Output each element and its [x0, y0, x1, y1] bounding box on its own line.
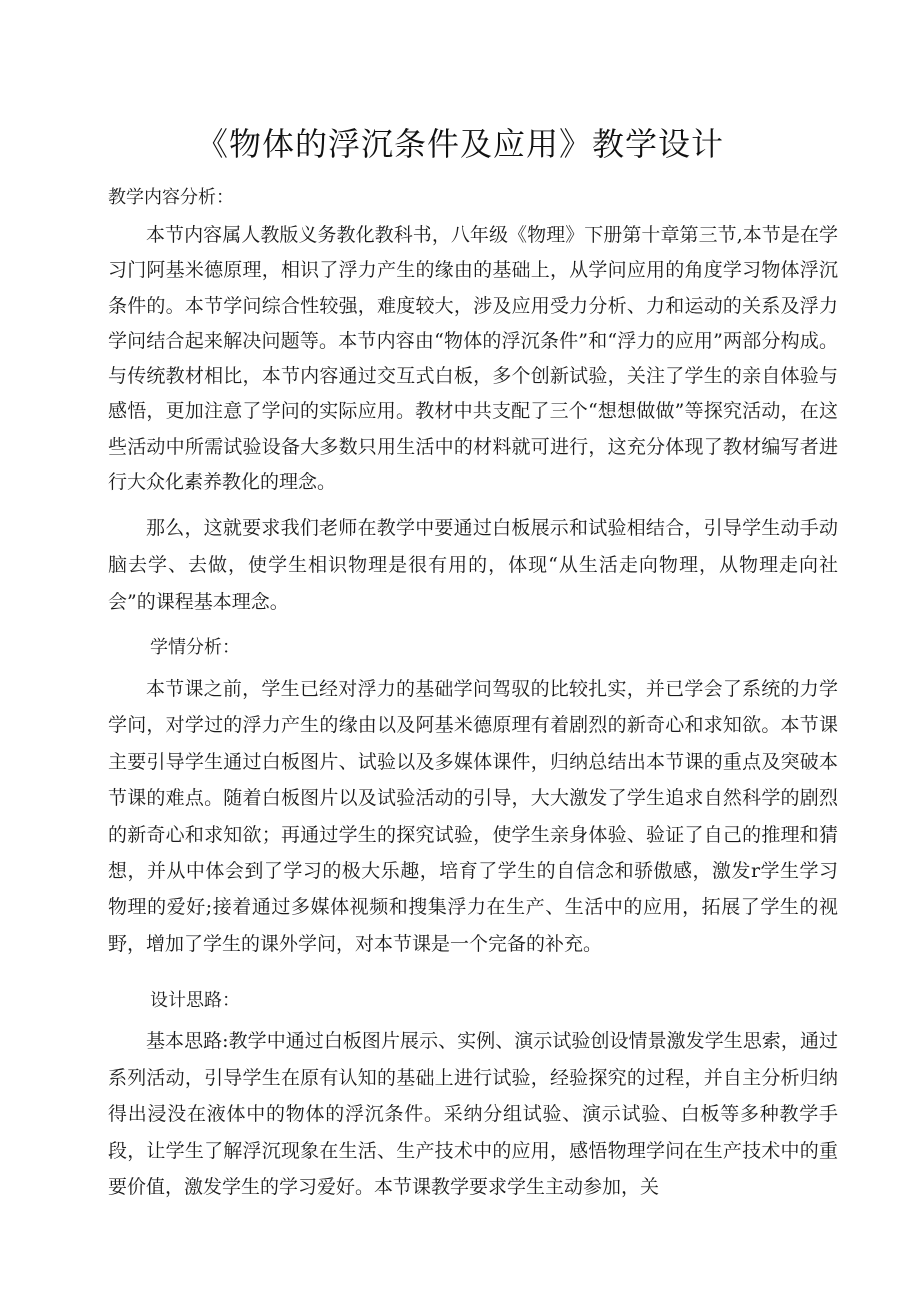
paragraph-content-analysis-2: 那么，这就要求我们老师在教学中要通过白板展示和试验相结合，引导学生动手动脑去学、去做，使学生相识物理是很有用的，体现“从生活走向物理，从物理走向社会”的课程基本理念。	[108, 517, 838, 613]
paragraph-student-analysis: 本节课之前，学生已经对浮力的基础学问驾驭的比较扎实，并已学会了系统的力学学问，对学过的浮力产生的缘由以及阿基米德原理有着剧烈的新奇心和求知欲。本节课主要引导学生通过白板图片、试验以及多媒体课件，归纳总结出本节课的重点及突破本节课的难点。随着白板图片以及试验活动的引导，大大激发了学生追求自然科学的剧烈的新奇心和求知欲；再通过学生的探究试验，使学生亲身体验、验证了自己的推理和猜想，并从中体会到了学习的极大乐趣，培育了学生的自信念和骄傲感，激发r学生学习物理的爱好;接着通过多媒体视频和搜集浮力在生产、生活中的应用，拓展了学生的视野，增加了学生的课外学问，对本节课是一个完备的补充。	[108, 678, 838, 955]
paragraph-content-analysis-1: 本节内容属人教版义务教化教科书，八年级《物理》下册第十章第三节,本节是在学习门阿基米德原理，相识了浮力产生的缘由的基础上，从学问应用的角度学习物体浮沉条件的。本节学问综合性较强，难度较大，涉及应用受力分析、力和运动的关系及浮力学问结合起来解决问题等。本节内容由“物体的浮沉条件”和“浮力的应用”两部分构成。与传统教材相比，本节内容通过交互式白板，多个创新试验，关注了学生的亲自体验与感悟，更加注意了学问的实际应用。教材中共支配了三个“想想做做”等探究活动，在这些活动中所需试验设备大多数只用生活中的材料就可进行，这充分体现了教材编写者进行大众化素养教化的理念。	[108, 224, 838, 494]
section-heading-design-approach: 设计思路：	[150, 990, 240, 1011]
document-title: 《物体的浮沉条件及应用》教学设计	[195, 125, 724, 163]
paragraph-design-approach: 基本思路:教学中通过白板图片展示、实例、演示试验创设情景激发学生思索，通过系列活动，引导学生在原有认知的基础上进行试验，经验探究的过程，并自主分析归纳得出浸没在液体中的物体的浮沉条件。采纳分组试验、演示试验、白板等多种教学手段，让学生了解浮沉现象在生活、生产技术中的应用，感悟物理学问在生产技术中的重要价值，激发学生的学习爱好。本节课教学要求学生主动参加，关	[108, 1030, 838, 1198]
section-heading-content-analysis: 教学内容分析：	[108, 187, 234, 208]
section-heading-student-analysis: 学情分析：	[150, 637, 240, 658]
